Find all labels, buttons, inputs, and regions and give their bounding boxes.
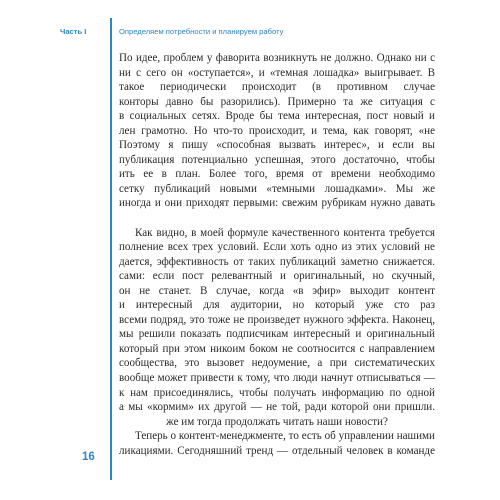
text-line: а мы «кормим» их другой — не той, ради которой они пришли. xyxy=(119,401,435,414)
text-line: лен грамотно. Но что-то происходит, и тема, как говорят, «не xyxy=(119,124,435,137)
text-line: сетку публикаций новыми «темными лошадками». Мы же xyxy=(119,182,435,195)
text-line: же им тогда продолжать читать наши новости? xyxy=(166,415,388,428)
text-line: полнение всех трех условий. Если хоть одно из этих условий не xyxy=(119,241,435,254)
text-line: ни с сего он «оступается», и «темная лошадка» выигрывает. В xyxy=(119,66,435,79)
text-line: Поэтому я пишу «способная вызвать интерес», и если вы xyxy=(119,139,435,152)
text-line: и интересный для аудитории, но который уже сто раз xyxy=(119,299,435,312)
text-line: иногда и они приходят первыми: свежим рубрикам нужно давать xyxy=(119,197,435,210)
text-line: дается, эффективность от таких публикаций заметно снижается. xyxy=(119,255,435,268)
running-head-title: Определяем потребности и планируем работу xyxy=(119,27,284,36)
text-line: всеми подряд, это тоже не произведет нужного эффекта. Наконец, xyxy=(119,313,435,326)
text-line: сообщества, это вызовет недоумение, а при систематических xyxy=(119,357,435,370)
text-line: конторы давно бы разорились). Примерно та же ситуация с xyxy=(119,95,435,108)
text-line: мы решили показать подписчикам интересный и оригинальный xyxy=(119,328,435,341)
paragraph-gap xyxy=(119,211,435,226)
running-head-part: Часть I xyxy=(60,27,87,36)
body-text xyxy=(119,51,435,458)
text-line: в социальных сетях. Вроде бы тема интересная, пост новый и xyxy=(119,110,435,123)
text-line: который при этом никоим боком не соотносится с направлением xyxy=(119,342,435,355)
page-number: 16 xyxy=(82,451,95,463)
text-line: Теперь о контент-менеджменте, то есть об управлении нашими xyxy=(135,430,435,443)
text-line: такое периодически происходит (в противном случае xyxy=(119,81,435,94)
text-line: он не станет. В случае, когда «в эфир» выходит контент xyxy=(119,284,435,297)
text-line: Как видно, в моей формуле качественного контента требуется xyxy=(135,226,435,239)
text-line: ить ее в план. Более того, время от времени необходимо xyxy=(119,168,435,181)
text-line: сами: если пост релевантный и оригинальный, но скучный, xyxy=(119,270,435,283)
text-line: вообще может привести к тому, что люди начнут отписываться — xyxy=(119,372,435,385)
text-line: ликациями. Сегодняшний тренд — отдельный человек в команде xyxy=(119,444,435,457)
text-line: публикация потенциально успешная, этого достаточно, чтобы xyxy=(119,153,435,166)
text-line: По идее, проблем у фаворита возникнуть не должно. Однако ни с xyxy=(119,52,435,64)
margin-rule xyxy=(110,18,112,480)
text-line: к нам присоединялись, чтобы получать информацию по одной xyxy=(119,386,435,399)
